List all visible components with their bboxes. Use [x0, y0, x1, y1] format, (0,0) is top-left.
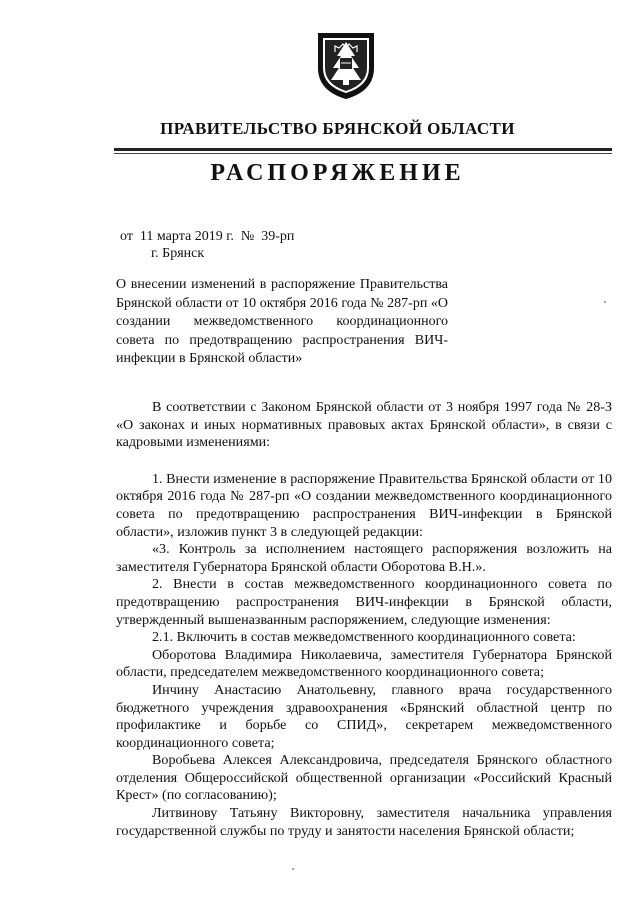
coat-of-arms-icon [315, 28, 377, 100]
document-body [116, 399, 612, 840]
body-paragraph: Литвинову Татьяну Викторовну, заместителя начальника управления государственной службы по труду и занятости населения Брянской области; [116, 805, 612, 839]
scan-speck [292, 868, 294, 870]
body-paragraph: Инчину Анастасию Анатольевну, главного врача государственного бюджетного учреждения здравоохранения «Брянский областной центр по профилактике и борьбе со СПИД», секретарем межведомственного координационного совета; [116, 681, 612, 751]
body-paragraph: 2.1. Включить в состав межведомственного координационного совета: [152, 629, 576, 646]
document-subject: О внесении изменений в распоряжение Правительства Брянской области от 10 октября 2016 года № 287-рп «О создании межведомственного координационного совета по предотвращению распространения ВИЧ-инфекции в Брянской области» [116, 277, 448, 367]
body-paragraph: 2. Внести в состав межведомственного координационного совета по предотвращению распространения ВИЧ-инфекции в Брянской области, утвержденный вышеназванным распоряжением, следующие изменения: [116, 576, 612, 628]
header-rule-thin [114, 153, 612, 154]
government-title: ПРАВИТЕЛЬСТВО БРЯНСКОЙ ОБЛАСТИ [160, 119, 515, 138]
body-paragraph: «3. Контроль за исполнением настоящего распоряжения возложить на заместителя Губернатора Брянской области Оборотова В.Н.». [116, 541, 612, 575]
document-date-number: от 11 марта 2019 г. № 39-рп [120, 229, 295, 244]
body-preamble: В соответствии с Законом Брянской области от 3 ноября 1997 года № 28-З «О законах и иных нормативных правовых актах Брянской области», в связи с кадровыми изменениями: [116, 399, 612, 451]
body-paragraph: Оборотова Владимира Николаевича, заместителя Губернатора Брянской области, председателем межведомственного координационного совета; [116, 646, 612, 681]
header-rule-thick [114, 148, 612, 151]
body-paragraph: Воробьева Алексея Александровича, председателя Брянского областного отделения Общероссийской общественной организации «Российский Красный Крест» (по согласованию); [116, 752, 612, 804]
body-paragraph: 1. Внести изменение в распоряжение Правительства Брянской области от 10 октября 2016 года № 287-рп «О создании межведомственного координационного совета по предотвращению распространения ВИЧ-инфекции в Брянской области», изложив пункт 3 в следующей редакции: [116, 470, 612, 540]
document-type-title: РАСПОРЯЖЕНИЕ [210, 160, 465, 186]
scan-speck [604, 301, 606, 303]
document-city: г. Брянск [151, 246, 205, 261]
